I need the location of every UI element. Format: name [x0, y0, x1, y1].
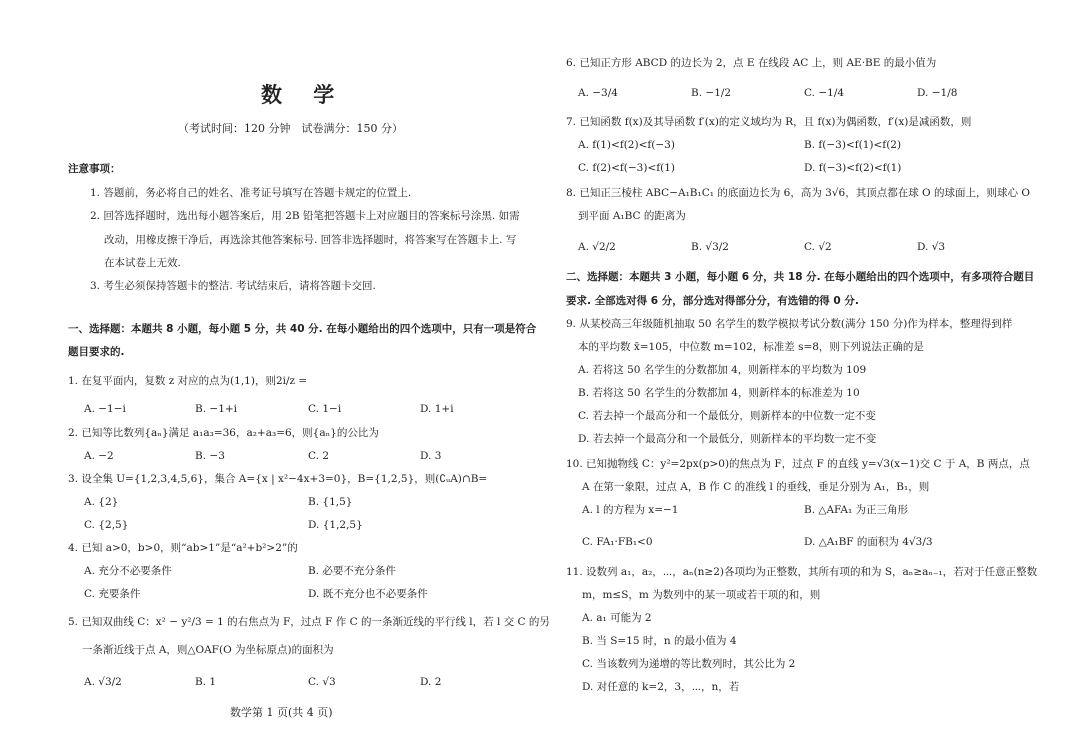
question-4: 4. 已知 a>0，b>0，则“ab>1”是“a²+b²>2”的 [68, 542, 298, 554]
option-b: B. −1/2 [691, 87, 732, 99]
option-c: C. FA₁·FB₁<0 [582, 536, 653, 548]
option-d: D. √3 [917, 241, 946, 253]
option-a: A. {2} [84, 496, 119, 508]
option-b: B. 1 [195, 676, 217, 688]
question-6: 6. 已知正方形 ABCD 的边长为 2，点 E 在线段 AC 上，则 AE·BE 的最小值为 [566, 57, 937, 69]
question-3: 3. 设全集 U={1,2,3,4,5,6}，集合 A={x | x²−4x+3=0}，B={1,2,5}，则(∁ᵤA)∩B= [68, 473, 488, 485]
notice-item: 1. 答题前，务必将自己的姓名、准考证号填写在答题卡规定的位置上. [90, 187, 412, 199]
option-c: C. √3 [308, 676, 336, 688]
question-10-cont: A 在第一象限，过点 A，B 作 C 的准线 l 的垂线，垂足分别为 A₁，B₁，则 [582, 481, 930, 493]
option-b: B. 必要不充分条件 [308, 565, 396, 577]
section-heading: 二、选择题：本题共 3 小题，每小题 6 分，共 18 分. 在每小题给出的四个选项中，有多项符合题目 [566, 271, 1035, 283]
option-d: D. 3 [420, 450, 442, 462]
option-c: C. 当该数列为递增的等比数列时，其公比为 2 [582, 658, 796, 670]
option-a: A. 若将这 50 名学生的分数都加 4，则新样本的平均数为 109 [578, 364, 867, 376]
question-8: 8. 已知正三棱柱 ABC−A₁B₁C₁ 的底面边长为 6，高为 3√6，其顶点都在球 O 的球面上，则球心 O [566, 187, 1030, 199]
option-a: A. 充分不必要条件 [84, 565, 172, 577]
question-5-cont: 一条渐近线于点 A，则△OAF(O 为坐标原点)的面积为 [82, 644, 334, 656]
question-10: 10. 已知抛物线 C：y²=2px(p>0)的焦点为 F，过点 F 的直线 y=√3(x−1)交 C 于 A，B 两点，点 [566, 458, 1030, 470]
option-d: D. 1+i [420, 403, 454, 415]
option-d: D. △A₁BF 的面积为 4√3/3 [804, 536, 933, 548]
option-d: D. 既不充分也不必要条件 [308, 588, 428, 600]
notice-item: 改动，用橡皮擦干净后，再选涂其他答案标号. 回答非选择题时，将答案写在答题卡上. 写 [104, 234, 517, 246]
option-a: A. −1−i [84, 403, 126, 415]
question-1: 1. 在复平面内，复数 z 对应的点为(1,1)，则2i/z = [68, 375, 308, 387]
notice-item: 3. 考生必须保持答题卡的整洁. 考试结束后，请将答题卡交回. [90, 280, 376, 292]
question-11: 11. 设数列 a₁，a₂，⋯，aₙ(n≥2)各项均为正整数，其所有项的和为 S，aₙ≥aₙ₋₁，若对于任意正整数 [566, 566, 1038, 578]
option-b: B. {1,5} [308, 496, 353, 508]
question-5: 5. 已知双曲线 C：x² − y²/3 = 1 的右焦点为 F，过点 F 作 C 的一条渐近线的平行线 l，若 l 交 C 的另 [68, 616, 550, 628]
question-9-cont: 本的平均数 x̄=105，中位数 m=102，标准差 s=8，则下列说法正确的是 [578, 341, 924, 353]
section-heading: 要求. 全部选对得 6 分，部分选对得部分分，有选错的得 0 分. [566, 295, 859, 307]
section-heading: 一、选择题：本题共 8 小题，每小题 5 分，共 40 分. 在每小题给出的四个选项中，只有一项是符合 [68, 323, 537, 335]
option-b: B. √3/2 [691, 241, 729, 253]
option-c: C. {2,5} [84, 519, 129, 531]
notice-item: 2. 回答选择题时，选出每小题答案后，用 2B 铅笔把答题卡上对应题目的答案标号涂黑. 如需 [90, 210, 520, 222]
option-d: D. f(−3)<f(2)<f(1) [804, 162, 902, 174]
question-9: 9. 从某校高三年级随机抽取 50 名学生的数学模拟考试分数(满分 150 分)作为样本，整理得到样 [566, 318, 1013, 330]
question-11-cont: m，m≤S，m 为数列中的某一项或若干项的和，则 [582, 589, 821, 601]
option-b: B. −1+i [195, 403, 238, 415]
question-2: 2. 已知等比数列{aₙ}满足 a₁a₃=36，a₂+a₃=6，则{aₙ}的公比为 [68, 427, 379, 439]
option-b: B. 当 S=15 时，n 的最小值为 4 [582, 635, 737, 647]
option-a: A. −3/4 [578, 87, 618, 99]
option-d: D. {1,2,5} [308, 519, 363, 531]
option-a: A. −2 [84, 450, 114, 462]
option-c: C. √2 [804, 241, 832, 253]
option-b: B. −3 [195, 450, 225, 462]
option-a: A. √2/2 [578, 241, 616, 253]
option-d: D. 对任意的 k=2，3，⋯，n，若 [582, 681, 740, 693]
option-a: A. f(1)<f(2)<f(−3) [578, 139, 675, 151]
option-d: D. 若去掉一个最高分和一个最低分，则新样本的平均数一定不变 [578, 433, 877, 445]
option-a: A. l 的方程为 x=−1 [582, 504, 679, 516]
option-d: D. −1/8 [917, 87, 958, 99]
option-c: C. 2 [308, 450, 330, 462]
exam-info: （考试时间：120 分钟 试卷满分：150 分） [178, 122, 403, 135]
notice-heading: 注意事项： [68, 163, 121, 175]
page-title: 数 学 [261, 83, 347, 107]
page-footer: 数学第 1 页(共 4 页) [230, 706, 333, 719]
option-d: D. 2 [420, 676, 442, 688]
question-8-cont: 到平面 A₁BC 的距离为 [578, 210, 686, 222]
option-a: A. a₁ 可能为 2 [582, 612, 652, 624]
option-b: B. f(−3)<f(1)<f(2) [804, 139, 902, 151]
option-a: A. √3/2 [84, 676, 122, 688]
option-c: C. 1−i [308, 403, 342, 415]
option-b: B. 若将这 50 名学生的分数都加 4，则新样本的标准差为 10 [578, 387, 860, 399]
option-c: C. f(2)<f(−3)<f(1) [578, 162, 676, 174]
option-c: C. 若去掉一个最高分和一个最低分，则新样本的中位数一定不变 [578, 410, 876, 422]
section-heading: 题目要求的. [68, 346, 125, 358]
option-c: C. −1/4 [804, 87, 845, 99]
option-c: C. 充要条件 [84, 588, 141, 600]
option-b: B. △AFA₁ 为正三角形 [804, 504, 909, 516]
notice-item: 在本试卷上无效. [104, 257, 181, 269]
question-7: 7. 已知函数 f(x)及其导函数 f′(x)的定义域均为 R，且 f(x)为偶函数，f′(x)是减函数，则 [566, 116, 972, 128]
